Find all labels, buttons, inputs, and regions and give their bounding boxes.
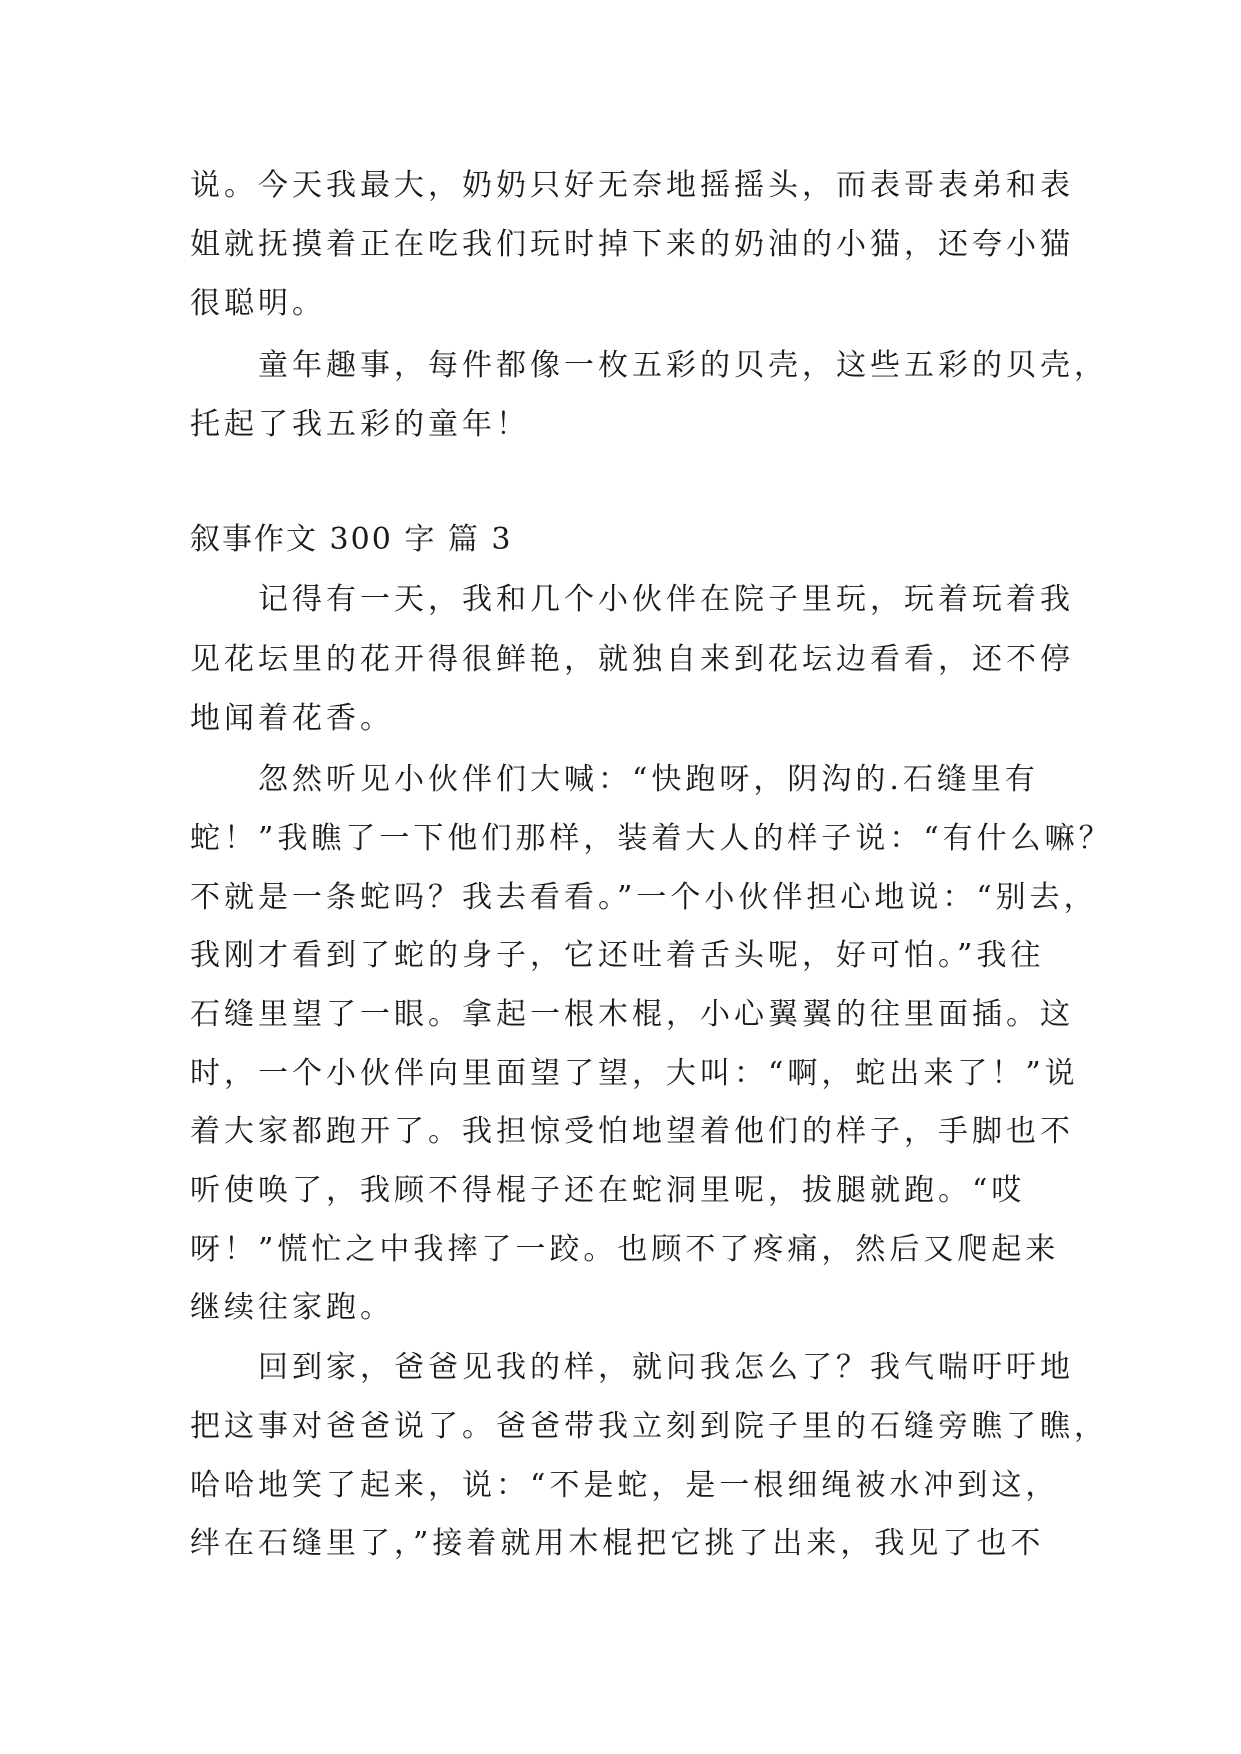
paragraph-line: 童年趣事，每件都像一枚五彩的贝壳，这些五彩的贝壳， — [190, 348, 1108, 383]
paragraph-line: 时，一个小伙伴向里面望了望，大叫：“啊，蛇出来了！”说 — [190, 1056, 1079, 1091]
paragraph-line: 着大家都跑开了。我担惊受怕地望着他们的样子，手脚也不 — [190, 1114, 1074, 1149]
paragraph-line: 托起了我五彩的童年！ — [190, 407, 530, 442]
paragraph-line: 石缝里望了一眼。拿起一根木棍，小心翼翼的往里面插。这 — [190, 997, 1074, 1032]
paragraph-line: 姐就抚摸着正在吃我们玩时掉下来的奶油的小猫，还夸小猫 — [190, 227, 1074, 262]
paragraph-line: 记得有一天，我和几个小伙伴在院子里玩，玩着玩着我 — [190, 582, 1074, 617]
paragraph-line: 见花坛里的花开得很鲜艳，就独自来到花坛边看看，还不停 — [190, 642, 1074, 677]
paragraph-line: 继续往家跑。 — [190, 1290, 394, 1325]
paragraph-line: 蛇！”我瞧了一下他们那样，装着大人的样子说：“有什么嘛？ — [190, 821, 1113, 856]
paragraph-line: 听使唤了，我顾不得棍子还在蛇洞里呢，拔腿就跑。“哎 — [190, 1173, 1026, 1208]
paragraph-line: 地闻着花香。 — [190, 701, 394, 736]
section-heading: 叙事作文 300 字 篇 3 — [190, 522, 513, 557]
paragraph-line: 不就是一条蛇吗？我去看看。”一个小伙伴担心地说：“别去， — [190, 880, 1098, 915]
paragraph-line: 绊在石缝里了，”接着就用木棍把它挑了出来，我见了也不 — [190, 1526, 1045, 1561]
paragraph-line: 回到家，爸爸见我的样，就问我怎么了？我气喘吁吁地 — [190, 1350, 1074, 1385]
paragraph-line: 呀！”慌忙之中我摔了一跤。也顾不了疼痛，然后又爬起来 — [190, 1232, 1060, 1267]
paragraph-line: 说。今天我最大，奶奶只好无奈地摇摇头，而表哥表弟和表 — [190, 168, 1074, 203]
paragraph-line: 把这事对爸爸说了。爸爸带我立刻到院子里的石缝旁瞧了瞧， — [190, 1409, 1108, 1444]
paragraph-line: 哈哈地笑了起来，说：“不是蛇，是一根细绳被水冲到这， — [190, 1468, 1060, 1503]
paragraph-line: 很聪明。 — [190, 286, 326, 321]
paragraph-line: 忽然听见小伙伴们大喊：“快跑呀，阴沟的.石缝里有 — [190, 762, 1039, 797]
paragraph-line: 我刚才看到了蛇的身子，它还吐着舌头呢，好可怕。”我往 — [190, 938, 1045, 973]
